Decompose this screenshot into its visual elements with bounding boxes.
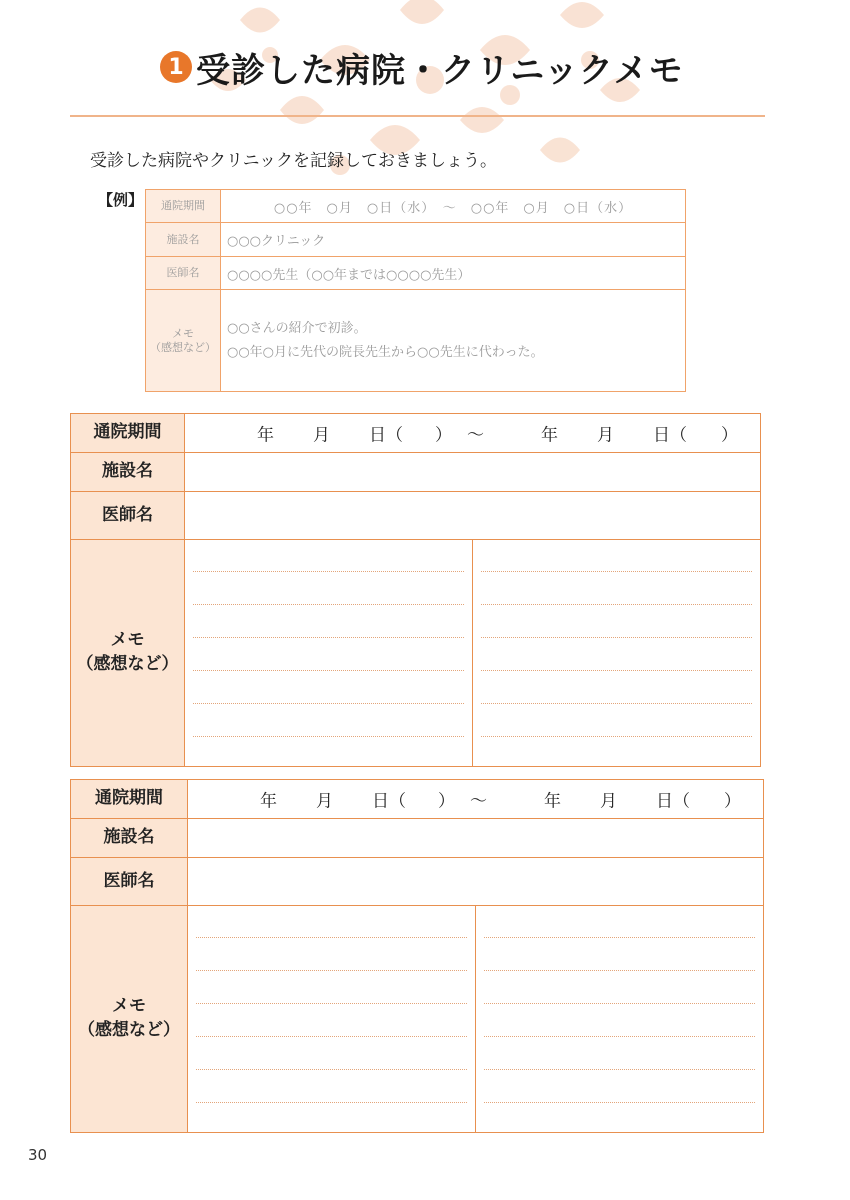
form2-memo-label-line1: メモ [112,996,146,1017]
dotted-line [193,604,464,605]
dotted-line [484,1003,755,1004]
dotted-line [484,937,755,938]
page-number: 30 [28,1146,48,1164]
dotted-line [481,637,752,638]
form1-memo-label [71,540,185,766]
form2-start-year-unit: 年 [260,791,277,812]
dotted-line [484,1036,755,1037]
form1-end-day-unit: 日（ [653,425,687,446]
example-table [145,189,686,392]
form2-doctor-label: 医師名 [71,858,188,905]
form2-memo-row [71,906,763,1132]
form1-start-close-paren: ） [435,425,452,446]
form2-start-close-paren: ） [438,791,455,812]
form1-memo-row [71,540,760,766]
dotted-line [193,670,464,671]
form1-memo-label-line1: メモ [110,630,145,651]
form2-end-month-unit: 月 [600,791,617,812]
example-memo-label-line1: メモ [172,327,194,341]
example-row-facility [146,223,685,257]
form2-facility-label: 施設名 [71,819,188,857]
form1-tilde: ～ [467,425,484,446]
example-memo-line2: ○○年○月に先代の院長先生から○○先生に代わった。 [227,344,544,360]
form2-end-year-unit: 年 [544,791,561,812]
form1-end-year-unit: 年 [541,425,558,446]
form1-facility-label: 施設名 [71,453,185,491]
form1-doctor-label: 医師名 [71,492,185,539]
form2-end-day-unit: 日（ [656,791,690,812]
dotted-line [484,1102,755,1103]
dotted-line [481,670,752,671]
title-divider [70,115,765,117]
example-memo-label [146,290,221,391]
example-row-period [146,190,685,223]
example-label: 【例】 [98,191,144,209]
dotted-line [484,1069,755,1070]
form1-start-day-unit: 日（ [369,425,403,446]
dotted-line [193,736,464,737]
dotted-line [193,637,464,638]
form2-doctor-row [71,858,763,906]
form2-start-day-unit: 日（ [372,791,406,812]
example-facility-value: ○○○クリニック [227,234,326,249]
form2-tilde: ～ [470,791,487,812]
example-period-label: 通院期間 [146,190,221,222]
form2-doctor-field[interactable] [188,858,763,905]
form2-start-month-unit: 月 [316,791,333,812]
example-row-doctor [146,257,685,290]
form2-memo-left-column[interactable] [188,906,476,1132]
form1-doctor-field[interactable] [185,492,760,539]
dotted-line [484,970,755,971]
dotted-line [196,1102,467,1103]
form2-memo-label [71,906,188,1132]
form1-memo-area [185,540,760,766]
form1-facility-row [71,453,760,492]
example-period-value: ○○年 ○月 ○日（水） ～ ○○年 ○月 ○日（水） [273,200,633,216]
dotted-line [196,937,467,938]
form2-memo-area [188,906,763,1132]
dotted-line [481,703,752,704]
form1-memo-label-line2: （感想など） [76,654,179,674]
form2-facility-field[interactable] [188,819,763,857]
form1-memo-left-column[interactable] [185,540,473,766]
example-row-memo [146,290,685,391]
example-memo-label-line2: （感想など） [150,340,216,354]
form1-period-label: 通院期間 [71,414,185,452]
form1-end-close-paren: ） [721,425,738,446]
form2-period-field[interactable] [188,780,763,818]
form1-doctor-row [71,492,760,540]
form2-period-label: 通院期間 [71,780,188,818]
form1-period-field[interactable] [185,414,760,452]
form1-start-year-unit: 年 [257,425,274,446]
form1-period-row [71,414,760,453]
dotted-line [481,604,752,605]
example-doctor-label: 医師名 [146,257,221,289]
page-title [160,42,684,92]
dotted-line [193,571,464,572]
dotted-line [481,736,752,737]
example-memo-value [221,290,685,391]
dotted-line [193,703,464,704]
example-facility-label: 施設名 [146,223,221,256]
dotted-line [196,1069,467,1070]
record-form-2 [70,779,764,1133]
record-form-1 [70,413,761,767]
form1-memo-right-column[interactable] [473,540,760,766]
dotted-line [196,970,467,971]
example-memo-line1: ○○さんの紹介で初診。 [227,320,367,336]
example-doctor-value: ○○○○先生（○○年までは○○○○先生） [227,267,471,283]
form2-end-close-paren: ） [724,791,741,812]
page-title-text: 受診した病院・クリニックメモ [196,50,684,91]
form2-period-row [71,780,763,819]
intro-text: 受診した病院やクリニックを記録しておきましょう。 [90,151,497,171]
dotted-line [481,571,752,572]
form1-start-month-unit: 月 [313,425,330,446]
form1-facility-field[interactable] [185,453,760,491]
section-number-badge: 1 [160,51,192,83]
form2-memo-label-line2: （感想など） [78,1020,180,1040]
dotted-line [196,1003,467,1004]
dotted-line [196,1036,467,1037]
form2-memo-right-column[interactable] [476,906,763,1132]
form1-end-month-unit: 月 [597,425,614,446]
form2-facility-row [71,819,763,858]
